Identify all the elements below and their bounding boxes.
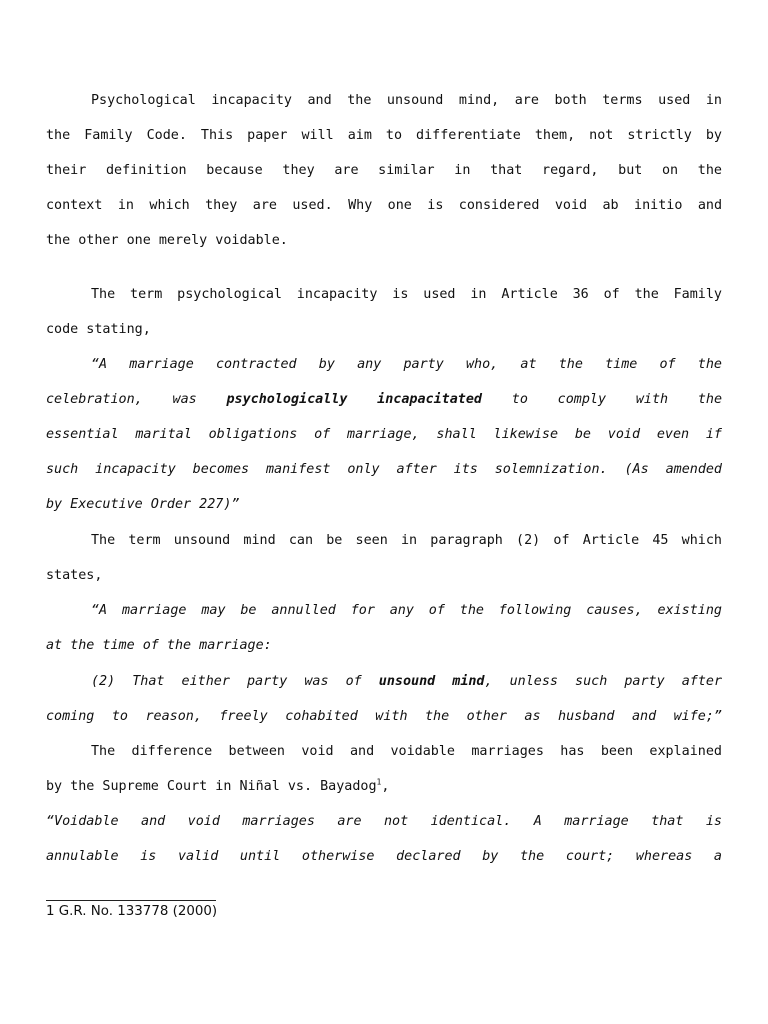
footnote-reference: 1 bbox=[376, 777, 382, 787]
quote1-line2-end: to comply with the bbox=[511, 392, 723, 407]
para3-line1: The term unsound mind can be seen in paragraph (2) of Article 45 which bbox=[91, 533, 722, 548]
quote1-line4: such incapacity becomes manifest only after its solemnization. (As amended bbox=[46, 462, 722, 477]
quote1-line3: essential marital obligations of marriage, shall likewise be void even if bbox=[46, 427, 722, 442]
unsound-mind-bold: unsound mind bbox=[378, 674, 485, 689]
quote1-line5: by Executive Order 227)” bbox=[46, 497, 240, 512]
para4-line1: The difference between void and voidable marriages has been explained bbox=[91, 744, 722, 759]
quote1-line2 bbox=[46, 390, 722, 410]
quote2-line2: at the time of the marriage: bbox=[46, 638, 272, 653]
quote2-line3 bbox=[46, 672, 722, 692]
footnote-separator bbox=[46, 900, 216, 901]
para1-line4: context in which they are used. Why one is considered void ab initio and bbox=[46, 198, 722, 213]
quote2-line4: coming to reason, freely cohabited with the other as husband and wife;” bbox=[46, 709, 722, 724]
para2-line1: The term psychological incapacity is used in Article 36 of the Family bbox=[91, 287, 722, 302]
quote2-line3-start: (2) That either party was of bbox=[91, 674, 362, 689]
para2-line2: code stating, bbox=[46, 322, 151, 337]
para1-line3: their definition because they are similar in that regard, but on the bbox=[46, 163, 722, 178]
quote3-line1: “Voidable and void marriages are not identical. A marriage that is bbox=[46, 814, 722, 829]
para4-line2 bbox=[46, 777, 722, 797]
para3-line2: states, bbox=[46, 568, 103, 583]
para1-line5: the other one merely voidable. bbox=[46, 233, 288, 248]
quote2-line3-end: , unless such party after bbox=[484, 674, 723, 689]
para1-line2: the Family Code. This paper will aim to differentiate them, not strictly by bbox=[46, 128, 722, 143]
para1-line1: Psychological incapacity and the unsound mind, are both terms used in bbox=[91, 93, 722, 108]
para4-line2-text: by the Supreme Court in Niñal vs. Bayadog bbox=[46, 779, 377, 794]
quote1-line2-start: celebration, was bbox=[46, 392, 197, 407]
quote2-line1: “A marriage may be annulled for any of the following causes, existing bbox=[91, 603, 722, 618]
psychologically-incapacitated-bold: psychologically incapacitated bbox=[226, 392, 482, 407]
quote1-line1: “A marriage contracted by any party who, at the time of the bbox=[91, 357, 722, 372]
footnote-text: 1 G.R. No. 133778 (2000) bbox=[46, 904, 218, 919]
para4-line2-tail: , bbox=[381, 779, 390, 794]
quote3-line2: annulable is valid until otherwise declared by the court; whereas a bbox=[46, 849, 722, 864]
